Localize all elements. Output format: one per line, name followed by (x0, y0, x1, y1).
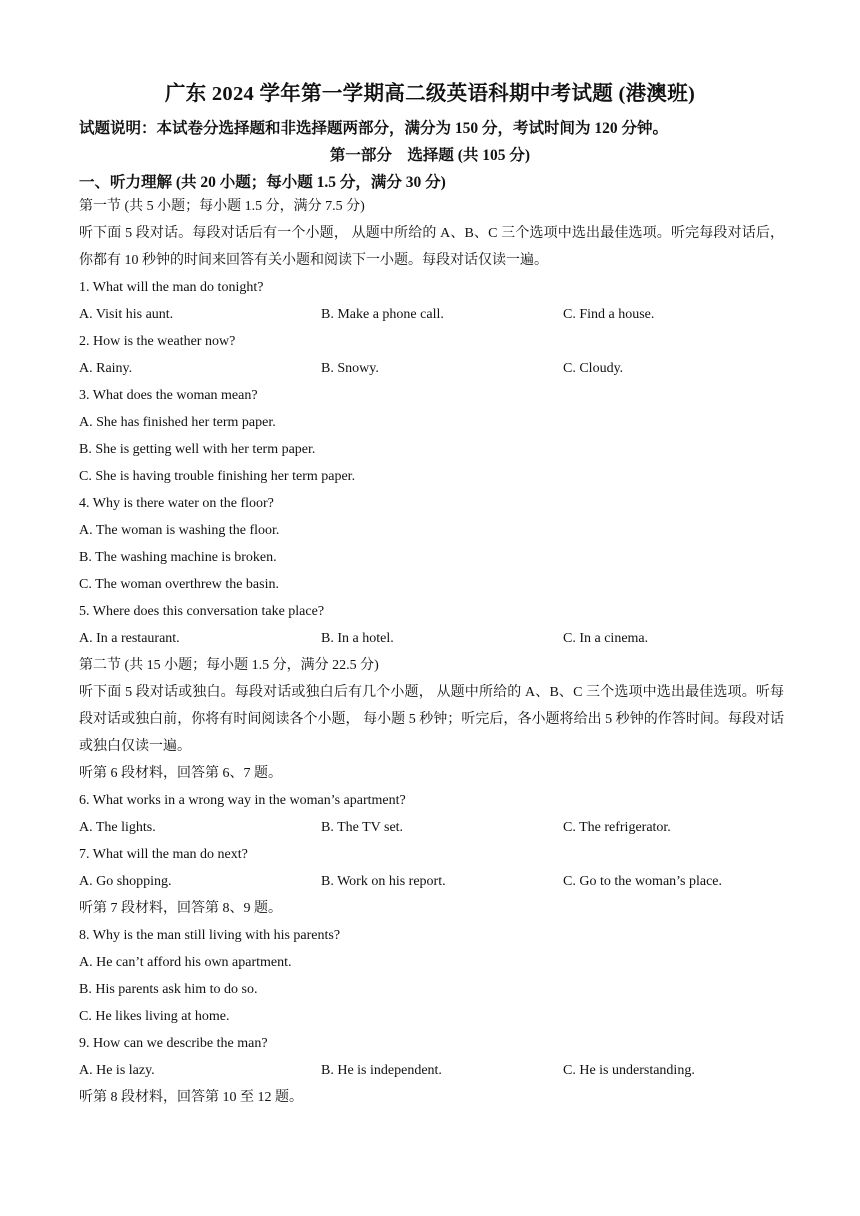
answer-option: B. She is getting well with her term paper. (79, 442, 316, 457)
options-row (79, 625, 784, 652)
question-text: 6. What works in a wrong way in the woman’s apartment? (79, 793, 406, 808)
question-group-3 (79, 922, 784, 1084)
options-row (79, 868, 784, 895)
options-row (79, 1057, 784, 1084)
answer-option: B. He is independent. (321, 1063, 442, 1078)
answer-option: C. The woman overthrew the basin. (79, 577, 279, 592)
subsection1-title: 第一节 (共 5 小题；每小题 1.5 分，满分 7.5 分) (79, 199, 365, 214)
question-text: 4. Why is there water on the floor? (79, 496, 274, 511)
material-8-heading: 听第 8 段材料，回答第 10 至 12 题。 (79, 1090, 303, 1105)
exam-content (79, 193, 784, 1111)
answer-option: B. The TV set. (321, 820, 404, 835)
material-6-heading: 听第 6 段材料，回答第 6、7 题。 (79, 766, 282, 781)
answer-option: B. The washing machine is broken. (79, 550, 277, 565)
answer-option: A. Go shopping. (79, 874, 172, 889)
answer-option: B. Snowy. (321, 361, 379, 376)
answer-option: C. He likes living at home. (79, 1009, 230, 1024)
part1-title: 第一部分 选择题 (共 105 分) (329, 147, 531, 164)
section1-title: 一、听力理解 (共 20 小题；每小题 1.5 分，满分 30 分) (79, 174, 446, 191)
answer-option: C. Go to the woman’s place. (563, 874, 723, 889)
question-group-1 (79, 274, 784, 652)
options-row (79, 355, 784, 382)
question-text: 9. How can we describe the man? (79, 1036, 268, 1051)
answer-option: B. His parents ask him to do so. (79, 982, 258, 997)
answer-option: C. Cloudy. (563, 361, 624, 376)
answer-option: C. The refrigerator. (563, 820, 671, 835)
subsection2-instruction: 听下面 5 段对话或独白。每段对话或独白后有几个小题， 从题中所给的 A、B、C 三个选项中选出最佳选项。听每段对话或独白前，你将有时间阅读各个小题， 每小题 5 秒钟；听完后，各小题将给出 5 秒钟的作答时间。每段对话或独白仅读一遍。 (79, 685, 784, 754)
question-text: 5. Where does this conversation take place? (79, 604, 325, 619)
answer-option: A. He is lazy. (79, 1063, 155, 1078)
material-7-heading: 听第 7 段材料，回答第 8、9 题。 (79, 901, 282, 916)
question-group-2 (79, 787, 784, 895)
exam-title: 广东 2024 学年第一学期高二级英语科期中考试题 (港澳班) (164, 83, 696, 105)
answer-option: C. In a cinema. (563, 631, 649, 646)
answer-option: B. Make a phone call. (321, 307, 444, 322)
question-text: 1. What will the man do tonight? (79, 280, 264, 295)
subsection1-instruction: 听下面 5 段对话。每段对话后有一个小题， 从题中所给的 A、B、C 三个选项中选出最佳选项。听完每段对话后，你都有 10 秒钟的时间来回答有关小题和阅读下一小题。每段对话仅读一遍。 (79, 226, 784, 268)
answer-option: C. She is having trouble finishing her term paper. (79, 469, 356, 484)
question-text: 7. What will the man do next? (79, 847, 248, 862)
exam-notice: 试题说明：本试卷分选择题和非选择题两部分，满分为 150 分，考试时间为 120 分钟。 (79, 120, 669, 137)
answer-option: C. Find a house. (563, 307, 655, 322)
question-text: 3. What does the woman mean? (79, 388, 258, 403)
answer-option: A. The lights. (79, 820, 156, 835)
question-text: 8. Why is the man still living with his parents? (79, 928, 341, 943)
answer-option: A. The woman is washing the floor. (79, 523, 280, 538)
options-row (79, 814, 784, 841)
answer-option: C. He is understanding. (563, 1063, 695, 1078)
answer-option: A. He can’t afford his own apartment. (79, 955, 292, 970)
answer-option: A. In a restaurant. (79, 631, 180, 646)
answer-option: A. Rainy. (79, 361, 133, 376)
options-row (79, 301, 784, 328)
answer-option: A. She has finished her term paper. (79, 415, 276, 430)
answer-option: B. In a hotel. (321, 631, 394, 646)
question-text: 2. How is the weather now? (79, 334, 236, 349)
answer-option: B. Work on his report. (321, 874, 446, 889)
answer-option: A. Visit his aunt. (79, 307, 174, 322)
subsection2-title: 第二节 (共 15 小题；每小题 1.5 分，满分 22.5 分) (79, 658, 379, 673)
